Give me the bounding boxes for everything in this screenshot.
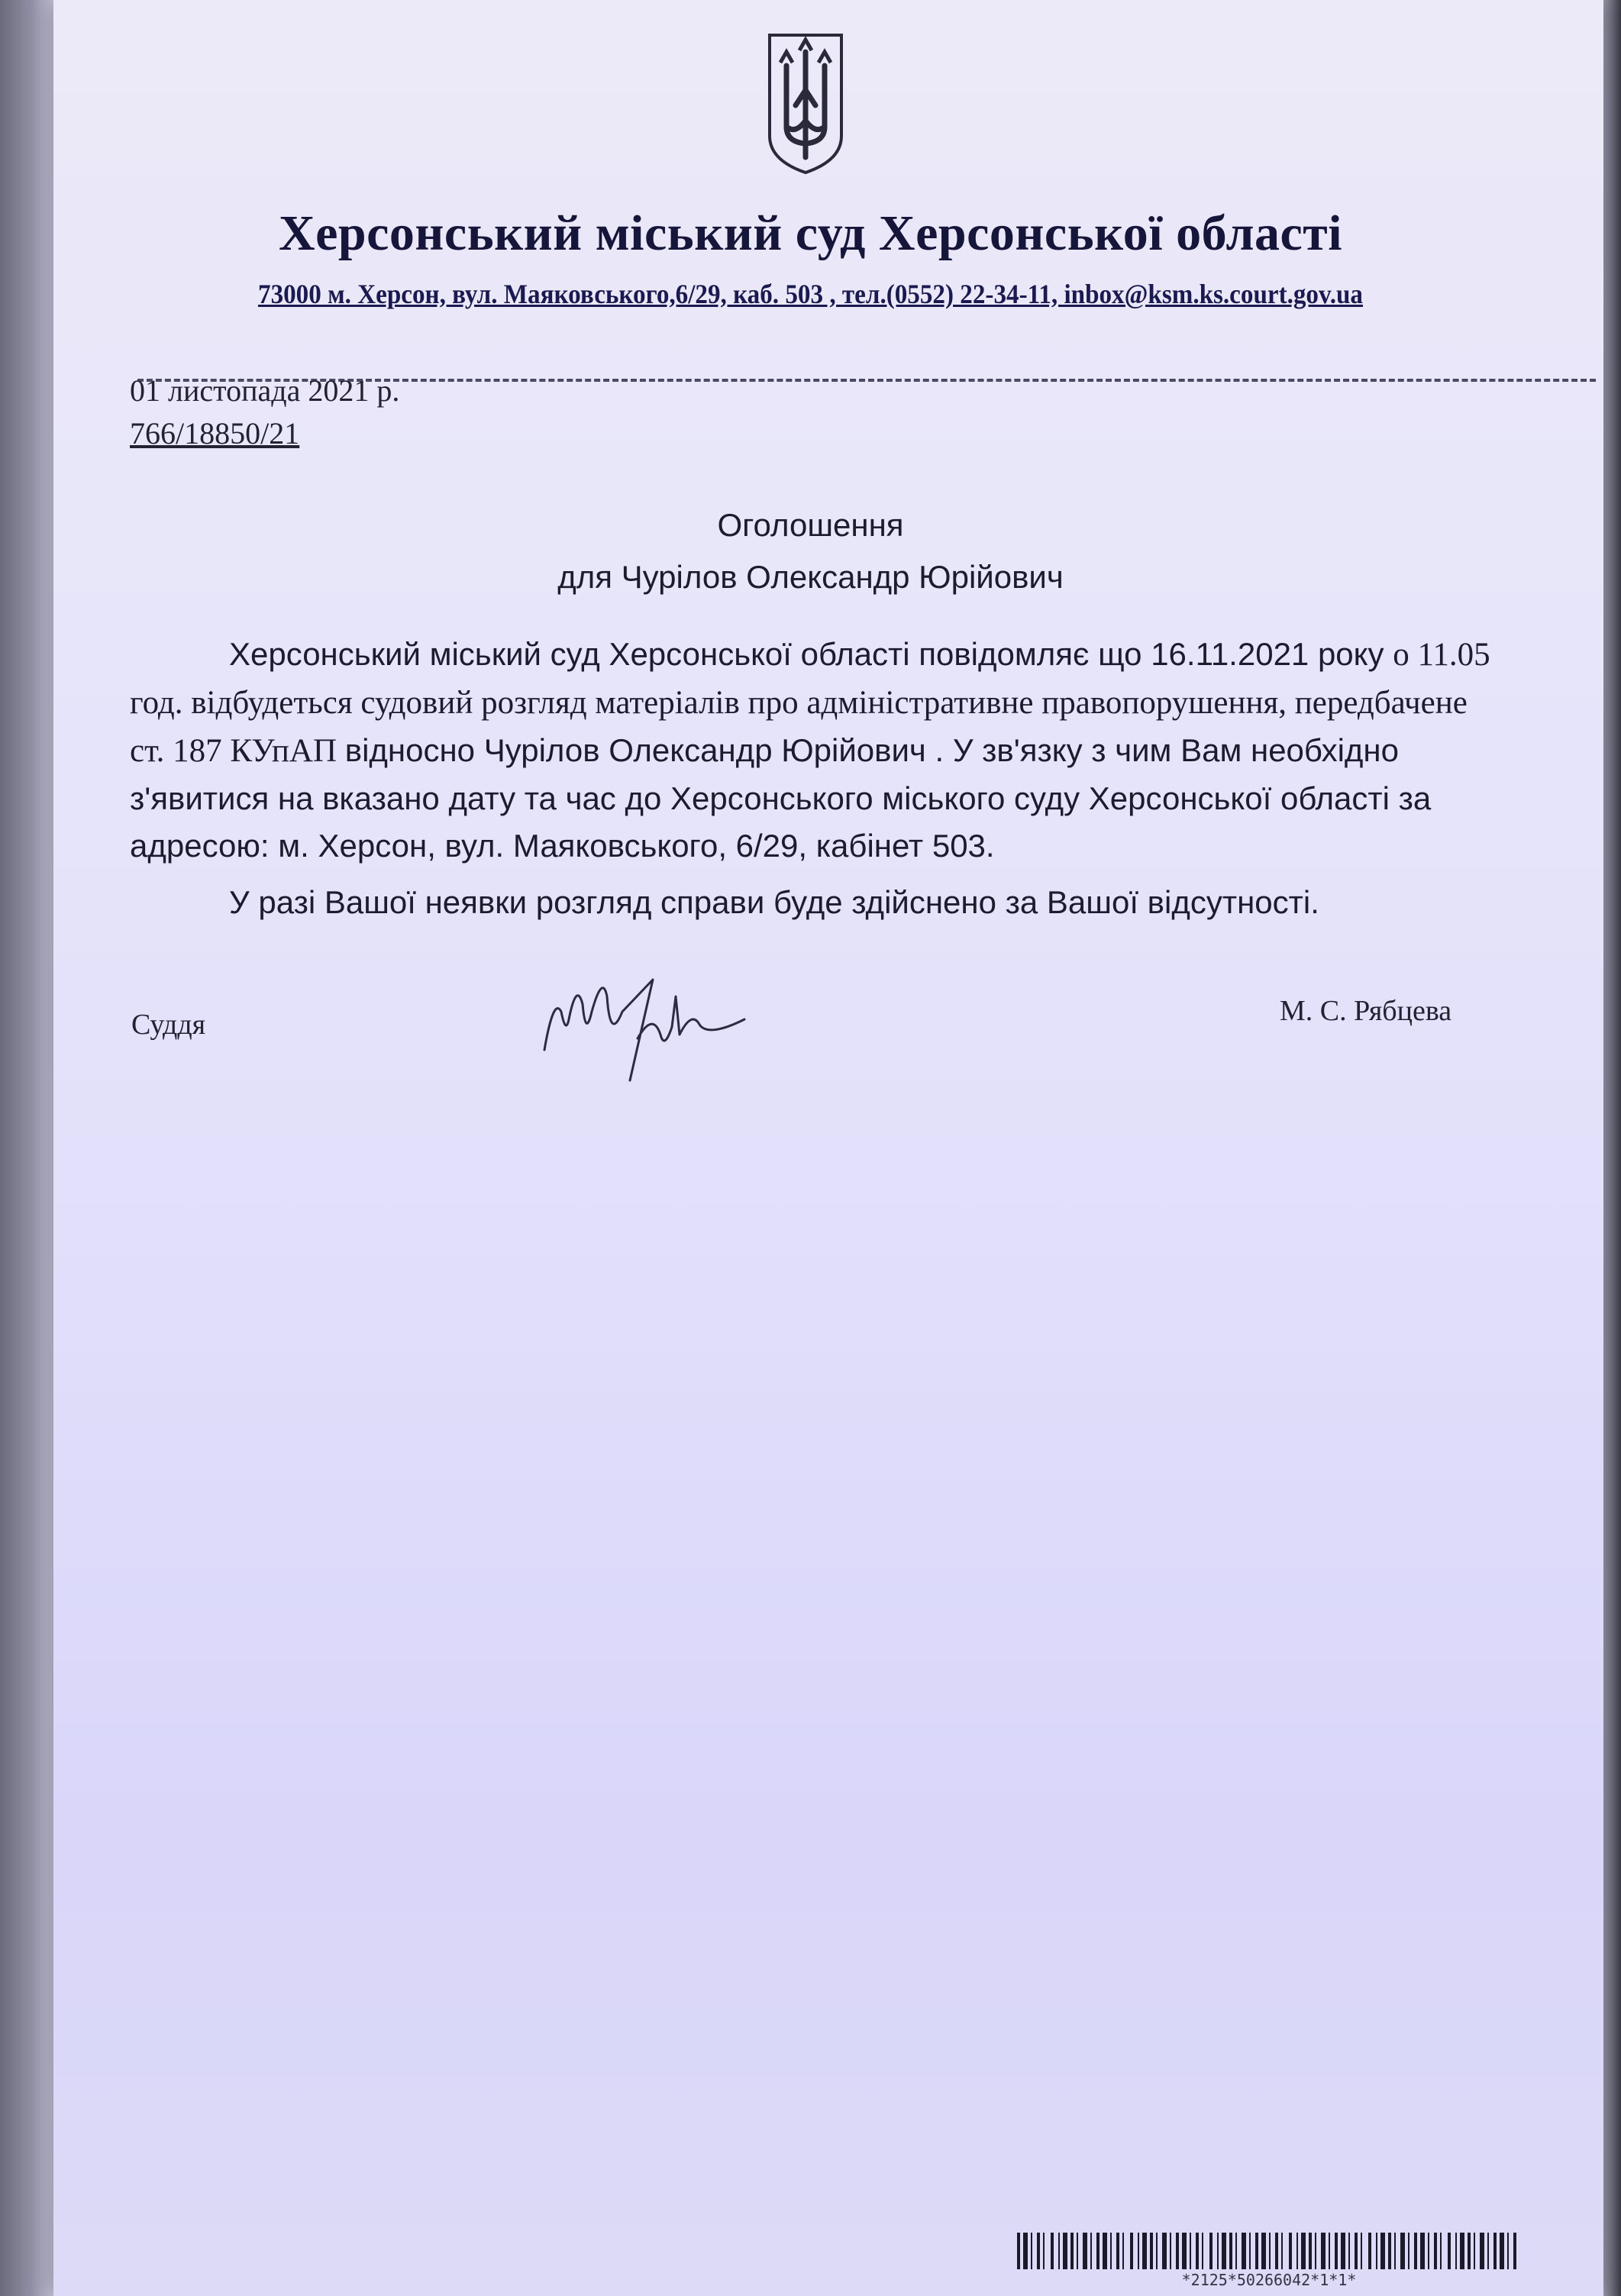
- trident-emblem-icon: [764, 29, 848, 176]
- barcode: [1017, 2233, 1521, 2269]
- notice-text-1: Херсонський міський суд Херсонської області повідомляє що 16.11.2021 року: [229, 636, 1393, 672]
- legal-article: 187 КУпАП: [173, 733, 345, 769]
- notice-paragraph-2: У разі Вашої неявки розгляд справи буде здійснено за Вашої відсутності.: [229, 884, 1319, 920]
- judge-name: М. С. Рябцева: [1280, 995, 1452, 1027]
- notice-text-2: відбудеться судовий розгляд матеріалів про адміністративне правопорушення, передбачене ст.: [130, 685, 1468, 769]
- case-number: 766/18850/21: [130, 416, 300, 450]
- judge-label: Суддя: [131, 1009, 206, 1041]
- document-date: 01 листопада 2021 р.: [130, 373, 400, 408]
- barcode-text: *2125*50266042*1*1*: [1181, 2271, 1357, 2289]
- court-address: 73000 м. Херсон, вул. Маяковського,6/29, каб. 503 , тел.(0552) 22-34-11, inbox@ksm.ks.court.gov.ua: [258, 279, 1363, 309]
- hearing-time: о 11.05 год.: [130, 637, 1490, 721]
- notice-title: Оголошення: [717, 507, 904, 543]
- notice-recipient: для Чурілов Олександр Юрійович: [557, 559, 1064, 595]
- notice-text-3: відносно Чурілов Олександр Юрійович . У зв'язку з чим Вам необхідно з'явитися на вказано дату та час до Херсонського міського суду Херсонської області за адресою: м. Херсон, вул. Маяковського, 6/29, кабінет 503.: [130, 732, 1432, 864]
- handwritten-signature: [538, 966, 752, 1088]
- document-page: [53, 0, 1603, 2296]
- court-title: Херсонський міський суд Херсонської області: [278, 205, 1343, 261]
- notice-paragraph-1: [130, 631, 1497, 870]
- notice-body: [130, 631, 1497, 926]
